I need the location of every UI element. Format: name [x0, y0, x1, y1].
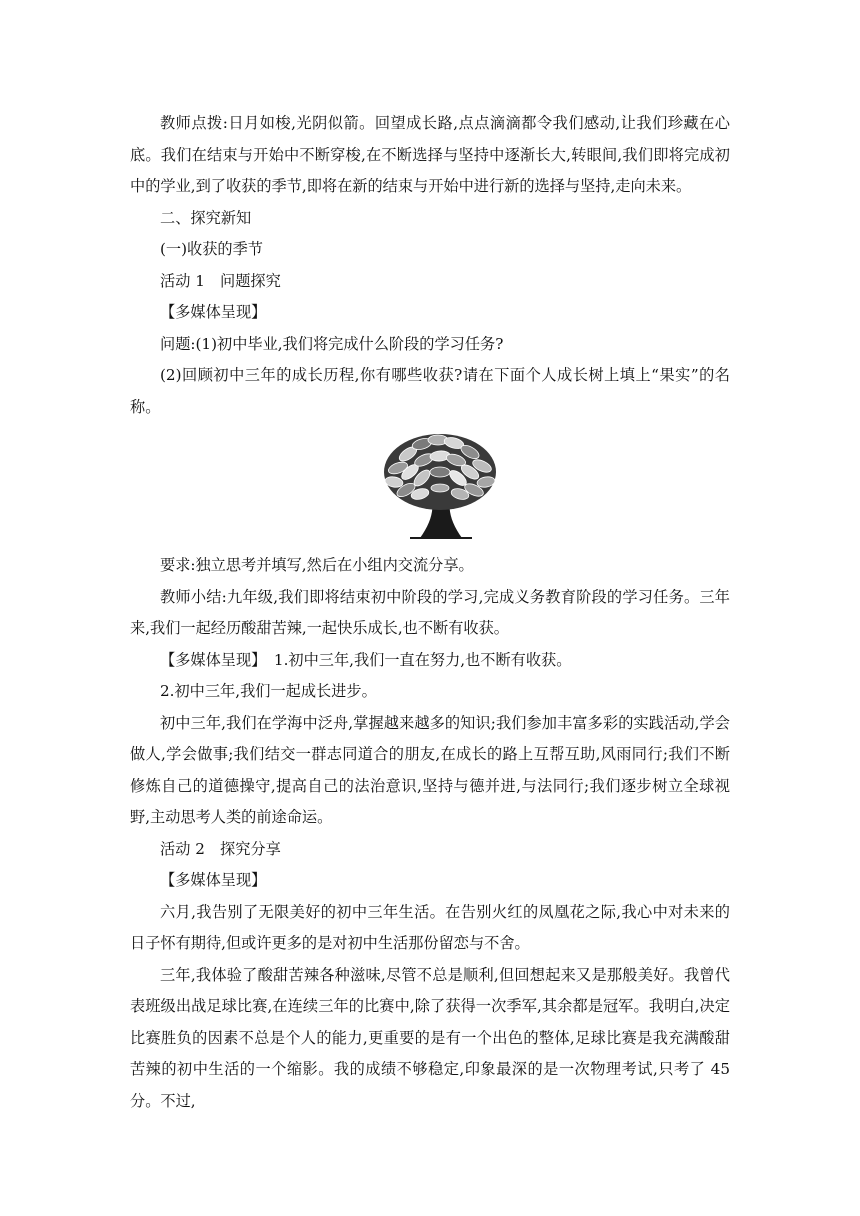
multimedia-label-2: 【多媒体呈现】: [160, 871, 267, 889]
section-heading: 二、探究新知: [160, 208, 252, 227]
teacher-guidance-paragraph: 教师点拨:日月如梭,光阴似箭。回望成长路,点点滴滴都令我们感动,让我们珍藏在心底。我们在结束与开始中不断穿梭,在不断选择与坚持中逐渐长大,转眼间,我们即将完成初中的学业,到了收获的季节,即将在新的结束与开始中进行新的选择与坚持,走向未来。: [130, 114, 730, 195]
three-years-paragraph: 三年,我体验了酸甜苦辣各种滋味,尽管不总是顺利,但回想起来又是那般美好。我曾代表班级出战足球比赛,在连续三年的比赛中,除了获得一次季军,其余都是冠军。我明白,决定比赛胜负的因素不总是个人的能力,更重要的是有一个出色的整体,足球比赛是我充满酸甜苦辣的初中生活的一个缩影。我的成绩不够稳定,印象最深的是一次物理考试,只考了 45 分。不过,: [130, 965, 730, 1110]
june-paragraph: 六月,我告别了无限美好的初中三年生活。在告别火红的凤凰花之际,我心中对未来的日子怀有期待,但或许更多的是对初中生活那份留恋与不舍。: [130, 902, 730, 952]
multimedia-label: 【多媒体呈现】: [160, 303, 267, 321]
multimedia-point-2: 2.初中三年,我们一起成长进步。: [160, 682, 377, 700]
multimedia-point-1: 【多媒体呈现】 1.初中三年,我们一直在努力,也不断有收获。: [160, 650, 572, 669]
question-1: 问题:(1)初中毕业,我们将完成什么阶段的学习任务?: [160, 334, 504, 353]
teacher-summary-paragraph: 教师小结:九年级,我们即将结束初中阶段的学习,完成义务教育阶段的学习任务。三年来,我们一起经历酸甜苦辣,一起快乐成长,也不断有收获。: [130, 587, 730, 637]
subsection-heading: (一)收获的季节: [160, 240, 263, 258]
growth-tree-icon: [380, 428, 500, 542]
activity-2-heading: 活动 2 探究分享: [160, 839, 281, 858]
question-2: (2)回顾初中三年的成长历程,你有哪些收获?请在下面个人成长树上填上“果实”的名称。: [130, 366, 730, 416]
requirement-paragraph: 要求:独立思考并填写,然后在小组内交流分享。: [160, 556, 474, 574]
growth-description-paragraph: 初中三年,我们在学海中泛舟,掌握越来越多的知识;我们参加丰富多彩的实践活动,学会做人,学会做事;我们结交一群志同道合的朋友,在成长的路上互帮互助,风雨同行;我们不断修炼自己的道德操守,提高自己的法治意识,坚持与德并进,与法同行;我们逐步树立全球视野,主动思考人类的前途命运。: [130, 713, 730, 826]
growth-tree-figure: [130, 428, 730, 546]
document-body: [130, 108, 730, 1117]
activity-1-heading: 活动 1 问题探究: [160, 271, 281, 290]
